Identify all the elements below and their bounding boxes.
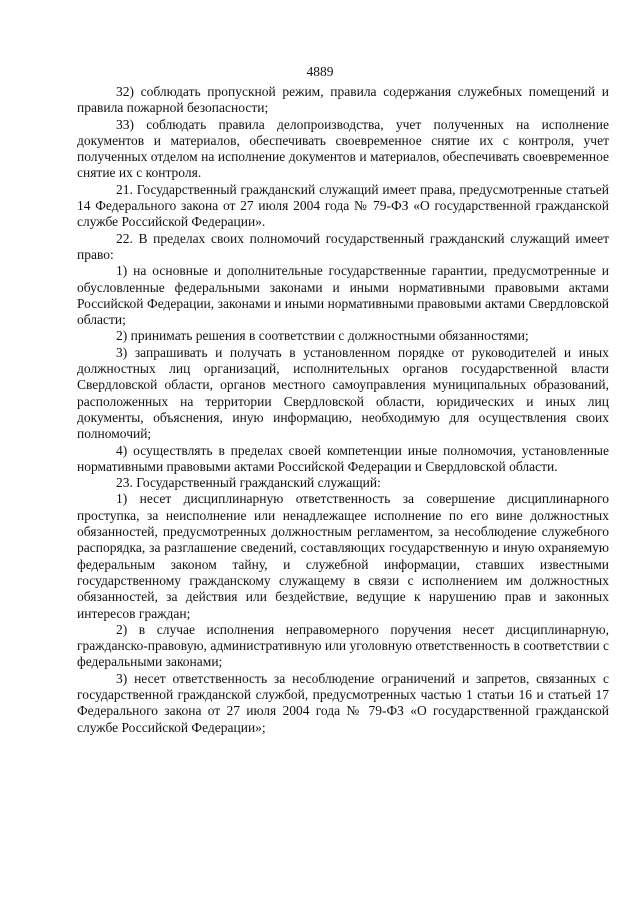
paragraph-section-22: 22. В пределах своих полномочий государственный гражданский служащий имеет право: [77,230,609,262]
paragraph-23-item-1: 1) несет дисциплинарную ответственность за совершение дисциплинарного проступка, за неисполнение или ненадлежащее исполнение по его вине должностных обязанностей, предусмотренных должностным регламентом, за несоблюдение служебного распорядка, за разглашение сведений, составляющих государственную и иную охраняемую федеральным законом тайну, и служебной информации, ставших известными государственному гражданскому служащему в связи с исполнением им должностных обязанностей, за действия или бездействие, ведущие к нарушению прав и законных интересов граждан; [77,491,609,621]
paragraph-23-item-2: 2) в случае исполнения неправомерного поручения несет дисциплинарную, гражданско-правовую, административную или уголовную ответственность в соответствии с федеральными законами; [77,621,609,670]
paragraph-22-item-2: 2) принимать решения в соответствии с должностными обязанностями; [116,328,529,344]
paragraph-22-item-4: 4) осуществлять в пределах своей компетенции иные полномочия, установленные нормативными правовыми актами Российской Федерации и Свердловской области. [77,442,609,474]
paragraph-22-item-3: 3) запрашивать и получать в установленном порядке от руководителей и иных должностных лиц организаций, исполнительных органов государственной власти Свердловской области, органов местного самоуправления муниципальных образований, расположенных на территории Свердловской области, юридических и иных лиц документы, объяснения, иную информацию, необходимую для осуществления своих полномочий; [77,344,609,442]
page-number: 4889 [306,64,334,79]
paragraph-item-33: 33) соблюдать правила делопроизводства, учет полученных на исполнение документов и материалов, обеспечивать своевременное снятие их с контроля, учет полученных отделом на исполнение документов и материалов, обеспечивать своевременное снятие их с контроля. [77,116,609,181]
paragraph-item-32: 32) соблюдать пропускной режим, правила содержания служебных помещений и правила пожарной безопасности; [77,84,609,116]
paragraph-section-23: 23. Государственный гражданский служащий: [116,475,381,491]
document-body [77,84,609,736]
paragraph-22-item-1: 1) на основные и дополнительные государственные гарантии, предусмотренные и обусловленные федеральными законами и иными нормативными правовыми актами Российской Федерации, законами и иными нормативными правовыми актами Свердловской области; [77,263,609,328]
paragraph-23-item-3: 3) несет ответственность за несоблюдение ограничений и запретов, связанных с государственной гражданской службой, предусмотренных частью 1 статьи 16 и статьей 17 Федерального закона от 27 июля 2004 года № 79-ФЗ «О государственной гражданской службе Российской Федерации»; [77,670,609,735]
paragraph-section-21: 21. Государственный гражданский служащий имеет права, предусмотренные статьей 14 Федерального закона от 27 июля 2004 года № 79-ФЗ «О государственной гражданской службе Российской Федерации». [77,181,609,230]
